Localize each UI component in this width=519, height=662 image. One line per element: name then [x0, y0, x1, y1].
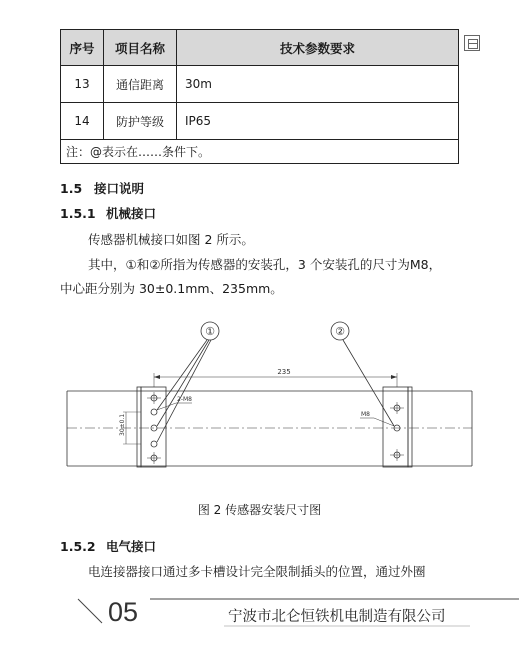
- table-header-row: [61, 30, 459, 66]
- row-num: 13: [61, 66, 104, 103]
- row-num: 14: [61, 103, 104, 140]
- header-name: 项目名称: [104, 30, 177, 66]
- row-value: IP65: [177, 103, 459, 140]
- header-num: 序号: [61, 30, 104, 66]
- spec-table: [60, 29, 459, 164]
- header-value: 技术参数要求: [177, 30, 459, 66]
- page-number: 05: [108, 597, 139, 627]
- layout-icon[interactable]: [464, 35, 480, 51]
- label-2-m8: 2-M8: [177, 396, 192, 403]
- dimension-235: 235: [277, 368, 291, 376]
- section-title: 机械接口: [106, 206, 157, 221]
- row-value: 30m: [177, 66, 459, 103]
- paragraph-2-line-1: 其中，①和②所指为传感器的安装孔，3 个安装孔的尺寸为M8，: [88, 257, 442, 272]
- footer-rule: [0, 590, 519, 662]
- row-name: 防护等级: [104, 103, 177, 140]
- paragraph-3: 电连接器接口通过多卡槽设计完全限制插头的位置，通过外圈: [88, 564, 426, 579]
- section-title: 电气接口: [106, 539, 157, 554]
- company-name: 宁波市北仑恒铁机电制造有限公司: [228, 609, 446, 625]
- section-number: 1.5.2: [60, 539, 96, 554]
- table-row: [61, 66, 459, 103]
- paragraph-1: 传感器机械接口如图 2 所示。: [88, 232, 254, 247]
- sensor-mounting-drawing: [0, 315, 519, 495]
- table-row: [61, 103, 459, 140]
- section-number: 1.5.1: [60, 206, 96, 221]
- dimension-30: 30±0.1: [119, 413, 126, 436]
- section-heading-1-5-2: [60, 537, 156, 555]
- section-number: 1.5: [60, 181, 83, 196]
- section-heading-1-5-1: [60, 204, 156, 222]
- figure-caption: 图 2 传感器安装尺寸图: [197, 503, 322, 517]
- row-name: 通信距离: [104, 66, 177, 103]
- callout-1-label: ①: [205, 325, 215, 338]
- section-title: 接口说明: [94, 181, 145, 196]
- paragraph-2-line-2: 中心距分别为 30±0.1mm、235mm。: [60, 281, 283, 296]
- table-note-row: [61, 140, 459, 164]
- table-note: 注：@表示在……条件下。: [61, 140, 459, 164]
- section-heading-1-5: [60, 179, 144, 197]
- label-m8: M8: [361, 411, 370, 418]
- callout-2-label: ②: [335, 325, 345, 338]
